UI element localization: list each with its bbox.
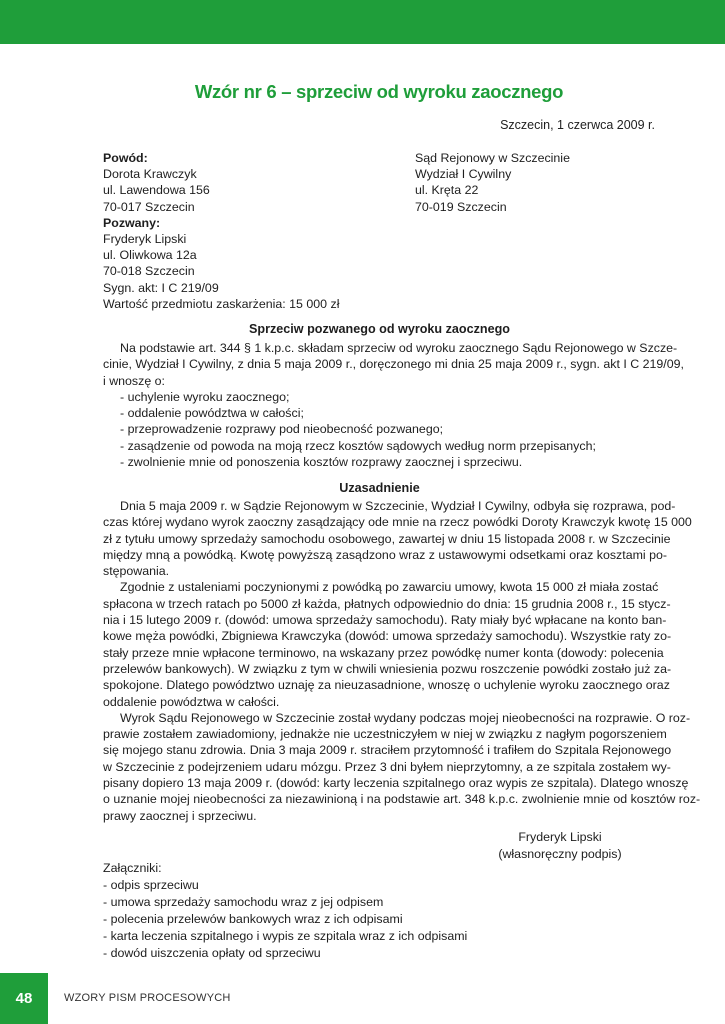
justification-body xyxy=(103,498,701,824)
text-line: stały przeze mnie wpłacone terminowo, na wskazany przez powódkę numer konta (dowody: polecenia xyxy=(103,645,664,660)
request-item: - zasądzenie od powoda na moją rzecz kosztów sądowych według norm przepisanych; xyxy=(120,438,596,453)
attachments-label: Załączniki: xyxy=(103,861,162,875)
document-title: Wzór nr 6 – sprzeciw od wyroku zaocznego xyxy=(194,81,564,102)
defendant-label: Pozwany: xyxy=(103,215,161,230)
court-name: Sąd Rejonowy w Szczecinie xyxy=(415,151,570,165)
court-street: ul. Kręta 22 xyxy=(415,183,479,198)
request-item: - zwolnienie mnie od ponoszenia kosztów rozprawy zaocznej i sprzeciwu. xyxy=(120,455,523,470)
plaintiff-name: Dorota Krawczyk xyxy=(103,167,197,182)
plaintiff-street: ul. Lawendowa 156 xyxy=(103,183,210,198)
footer-section-title: WZORY PISM PROCESOWYCH xyxy=(64,992,231,1004)
text-line: Zgodnie z ustaleniami poczynionymi z powódką po zawarciu umowy, kwota 15 000 zł miała zostać xyxy=(120,580,659,595)
objection-heading: Sprzeciw pozwanego od wyroku zaocznego xyxy=(248,322,510,336)
attachment-item: - karta leczenia szpitalnego i wypis ze szpitala wraz z ich odpisami xyxy=(103,929,468,943)
text-line: Dnia 5 maja 2009 r. w Sądzie Rejonowym w Szczecinie, Wydział I Cywilny, odbyła się rozprawa, pod- xyxy=(120,499,676,513)
text-line: spłacona w trzech ratach po 5000 zł każda, płatnych odpowiednio do dnia: 15 grudnia 2008 r., 15 stycz- xyxy=(103,596,671,611)
court-division: Wydział I Cywilny xyxy=(415,167,512,182)
text-line: w Szczecinie z podejrzeniem udaru mózgu. Przez 3 dni byłem nieprzytomny, a ze szpitala zostałem wy- xyxy=(103,759,671,774)
objection-body xyxy=(103,340,684,470)
text-line: między mną a powódką. Kwotę powyższą zasądzono wraz z ustawowymi odsetkami oraz kosztami po- xyxy=(103,547,668,562)
text-line: pisany dopiero 13 maja 2009 r. (dowód: karty leczenia szpitalnego oraz wypis ze szpitala). Dlatego wnoszę xyxy=(103,776,689,791)
court-city: 70-019 Szczecin xyxy=(415,199,507,214)
text-line: Na podstawie art. 344 § 1 k.p.c. składam sprzeciw od wyroku zaocznego Sądu Rejonowego w Szcze- xyxy=(120,341,678,355)
text-line: zł z tytułu umowy sprzedaży samochodu osobowego, zawartej w dniu 15 listopada 2008 r. w Szczecinie xyxy=(103,531,671,546)
text-line: cinie, Wydział I Cywilny, z dnia 5 maja 2009 r., doręczonego mi dnia 25 maja 2009 r., sygn. akt I C 219/09, xyxy=(103,357,684,372)
text-line: czas której wydano wyrok zaoczny zasądzający ode mnie na rzecz powódki Doroty Krawczyk kwotę 15 000 xyxy=(103,515,692,530)
defendant-city: 70-018 Szczecin xyxy=(103,264,195,279)
top-green-band xyxy=(0,0,725,44)
text-line: spokojone. Dlatego powództwo uznaję za nieuzasadnione, wnoszę o uchylenie wyroku zaocznego oraz xyxy=(103,678,670,693)
text-line: prawy zaocznej i sprzeciwu. xyxy=(103,808,257,823)
case-number: Sygn. akt: I C 219/09 xyxy=(103,280,219,295)
page-number: 48 xyxy=(0,973,48,1024)
plaintiff-city: 70-017 Szczecin xyxy=(103,199,195,214)
attachment-item: - dowód uiszczenia opłaty od sprzeciwu xyxy=(103,946,321,960)
text-line: o uznanie mojej nieobecności za niezawinioną i na podstawie art. 348 k.p.c. zwolnienie mnie od kosztów roz- xyxy=(103,792,701,807)
attachments-list xyxy=(103,860,467,962)
request-item: - oddalenie powództwa w całości; xyxy=(120,406,304,421)
attachment-item: - polecenia przelewów bankowych wraz z ich odpisami xyxy=(103,912,403,926)
request-item: - uchylenie wyroku zaocznego; xyxy=(120,389,290,404)
claim-value: Wartość przedmiotu zaskarżenia: 15 000 zł xyxy=(103,296,340,311)
plaintiff-label: Powód: xyxy=(103,151,148,165)
signature-block xyxy=(420,829,700,863)
text-line: Wyrok Sądu Rejonowego w Szczecinie został wydany podczas mojej nieobecności na rozprawie. O roz- xyxy=(120,710,691,725)
request-item: - przeprowadzenie rozprawy pod nieobecność pozwanego; xyxy=(120,422,444,437)
justification-heading: Uzasadnienie xyxy=(339,481,420,495)
text-line: nia i 15 lutego 2009 r. (dowód: umowa sprzedaży samochodu). Raty miały być wpłacane na konto ban- xyxy=(103,613,667,628)
text-line: przelewów bankowych). W związku z tym w chwili wniesienia pozwu roszczenie powódki zostało już za- xyxy=(103,661,672,676)
text-line: kowe męża powódki, Zbigniewa Krawczyka (dowód: umowa sprzedaży samochodu). Wszystkie raty zo- xyxy=(103,629,672,644)
defendant-name: Fryderyk Lipski xyxy=(103,232,187,247)
text-line: oddalenie powództwa w całości. xyxy=(103,694,280,709)
place-date: Szczecin, 1 czerwca 2009 r. xyxy=(500,118,655,132)
attachment-item: - odpis sprzeciwu xyxy=(103,878,199,892)
defendant-street: ul. Oliwkowa 12a xyxy=(103,248,197,263)
attachment-item: - umowa sprzedaży samochodu wraz z jej odpisem xyxy=(103,895,384,909)
court-block xyxy=(415,150,570,215)
signature-note: (własnoręczny podpis) xyxy=(498,847,622,861)
text-line: i wnoszę o: xyxy=(103,373,165,388)
text-line: się mojego stanu zdrowia. Dnia 3 maja 2009 r. straciłem przytomność i trafiłem do Szpitala Rejonowego xyxy=(103,743,672,758)
signature-name: Fryderyk Lipski xyxy=(518,830,602,844)
parties-block xyxy=(103,150,339,312)
text-line: prawie zostałem zawiadomiony, jednakże nie uczestniczyłem w niej w związku z nagłym pogorszeniem xyxy=(103,727,667,742)
text-line: stępowania. xyxy=(103,564,170,579)
